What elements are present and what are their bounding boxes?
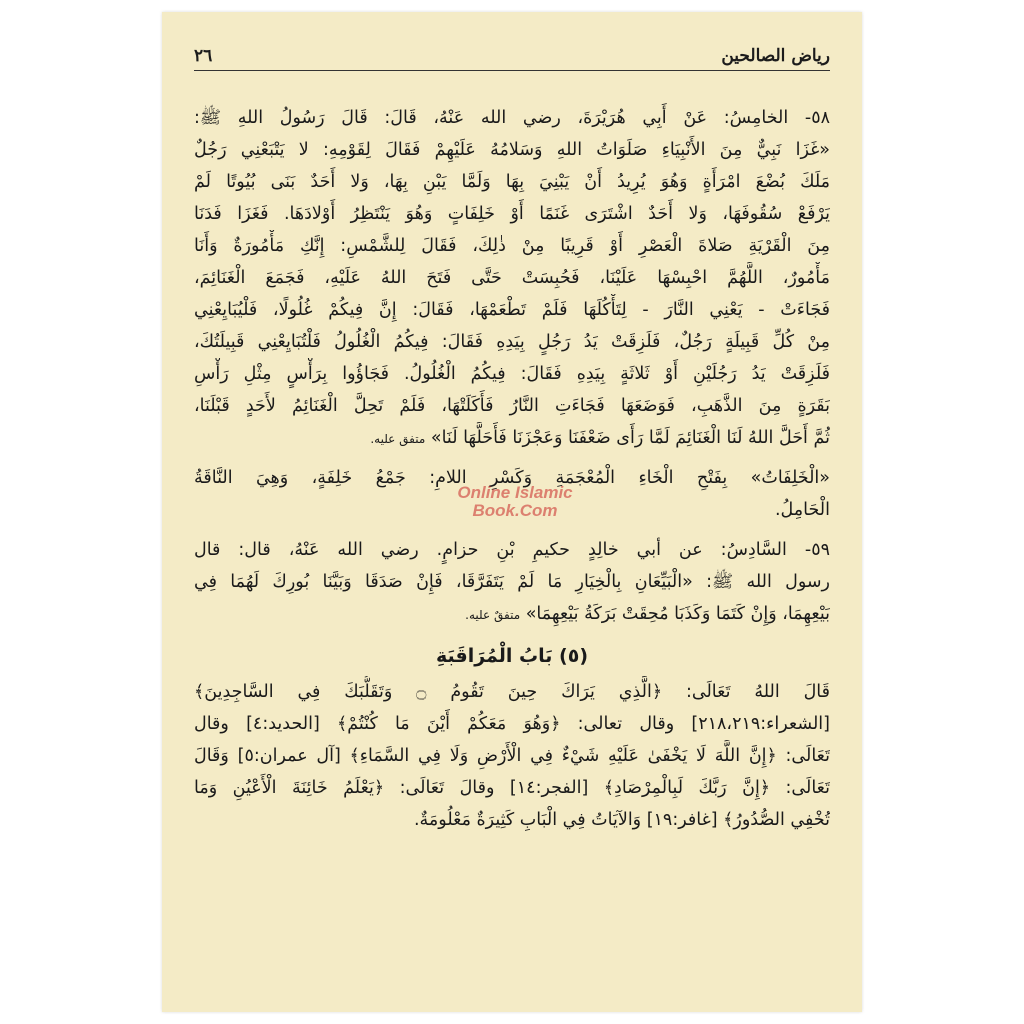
page-body: [194, 102, 830, 836]
hadith-58-line-5: مِنَ الْقَرْيَةِ صَلاةَ الْعَصْرِ أَوْ قَرِيبًا مِنْ ذٰلِكَ، فَقَالَ لِلشَّمْسِ: إِنَّكِ مَأْمُورَةٌ وَأَنَا: [194, 236, 830, 256]
hadith-58-line-11-text: ثُمَّ أَحَلَّ اللهُ لَنَا الْغَنَائِمَ لَمَّا رَأَى ضَعْفَنَا وَعَجْزَنَا فَأَحَلَّهَا لَنَا»: [430, 428, 830, 448]
chapter-heading: (٥) بَابُ الْمُرَاقَبَةِ: [435, 645, 588, 667]
chapter-line-4: تَعَالَى: ﴿إِنَّ رَبَّكَ لَبِالْمِرْصَادِ﴾ [الفجر:١٤] وقالَ تَعَالَى: ﴿يَعْلَمُ خَائِنَةَ الْأَعْيُنِ وَمَا: [194, 778, 830, 798]
chapter-line-5: تُخْفِي الصُّدُورُ﴾ [غافر:١٩] وَالآيَاتُ فِي الْبَابِ كَثِيرَةٌ مَعْلُومَةٌ.: [413, 810, 830, 830]
hadith-58-agreed: متفق عليه.: [370, 432, 426, 446]
hadith-58-line-7: فَجَاءَتْ - يَعْنِي النَّارَ - لِتَأْكُلَهَا فَلَمْ تَطْعَمْهَا، فَقَالَ: إِنَّ فِيكُمْ غُلُولًا، فَلْيُبَايِعْنِي: [194, 300, 830, 320]
hadith-58-line-6: مَأْمُورٌ، اللَّهُمَّ احْبِسْهَا عَلَيْنَا، فَحُبِسَتْ حَتَّى فَتَحَ اللهُ عَلَيْهِ، فَجَمَعَ الْغَنَائِمَ،: [194, 268, 830, 288]
hadith-58-line-4: يَرْفَعْ سُقُوفَهَا، وَلا أَحَدٌ اشْتَرَى غَنَمًا أَوْ خَلِفَاتٍ وَهُوَ يَنْتَظِرُ أَوْلادَهَا. فَغَزَا فَدَنَا: [194, 204, 830, 224]
page-header: [194, 46, 830, 71]
page-number: ٢٦: [194, 46, 213, 66]
hadith-59-line-3-text: بَيْعِهِمَا، وَإِنْ كَتَمَا وَكَذَبَا مُحِقَتْ بَرَكَةُ بَيْعِهِمَا»: [525, 604, 830, 624]
hadith-58-line-8: مِنْ كُلِّ قَبِيلَةٍ رَجُلٌ، فَلَزِقَتْ يَدُ رَجُلٍ بِيَدِهِ فَقَالَ: فِيكُمُ الْغُلُولُ فَلْتُبَايِعْنِي قَبِيلَتُكَ،: [194, 332, 830, 352]
watermark-line-2: Book.Com: [472, 501, 558, 520]
hadith-58-line-3: مَلَكَ بُضْعَ امْرَأَةٍ وَهُوَ يُرِيدُ أَنْ يَبْنِيَ بِهَا وَلَمَّا يَبْنِ بِهَا، وَلا أَحَدٌ بَنَى بُيُوتًا لَمْ: [194, 172, 830, 192]
hadith-59-line-3: [194, 598, 830, 630]
hadith-59-line-2: رسول الله ﷺ: «الْبَيِّعَانِ بِالْخِيَارِ مَا لَمْ يَتَفَرَّقَا، فَإِنْ صَدَقَا وَبَيَّنَا بُورِكَ لَهُمَا فِي: [194, 572, 830, 592]
hadith-59-line-1: ٥٩- السَّادِسُ: عن أبي خالِدٍ حكيمِ بْنِ حزامٍ. رضي الله عَنْهُ، قال: قال: [194, 540, 830, 560]
hadith-58-line-9: فَلَزِقَتْ يَدُ رَجُلَيْنِ أَوْ ثَلاثَةٍ بِيَدِهِ فَقَالَ: فِيكُمُ الْغُلُولُ. فَجَاؤُوا بِرَأْسٍ مِثْلِ رَأْسِ: [194, 364, 830, 384]
hadith-58-note-line-1: «الْخَلِفَاتُ» بِفَتْحِ الْخَاءِ الْمُعْجَمَةِ وَكَسْرِ اللامِ: جَمْعُ خَلِفَةٍ، وَهِيَ النَّاقَةُ: [194, 468, 830, 488]
hadith-58-line-10: بَقَرَةٍ مِنَ الذَّهَبِ، فَوَضَعَهَا فَجَاءَتِ النَّارُ فَأَكَلَتْهَا، فَلَمْ تَحِلَّ الْغَنَائِمُ لأَحَدٍ قَبْلَنَا،: [194, 396, 830, 416]
watermark-line-1: Online Islamic: [457, 483, 573, 502]
chapter-line-3: تَعَالَى: ﴿إِنَّ اللَّهَ لَا يَخْفَىٰ عَلَيْهِ شَيْءٌ فِي الْأَرْضِ وَلَا فِي السَّمَاءِ﴾ [آل عمران:٥] وَقَالَ: [194, 746, 830, 766]
hadith-59-agreed: متفقٌ عليه.: [465, 608, 521, 622]
book-page: [162, 12, 862, 1012]
hadith-58-line-1: ٥٨- الخامِسُ: عَنْ أَبِي هُرَيْرَةَ، رضي الله عَنْهُ، قَالَ: قَالَ رَسُولُ اللهِ ﷺ:: [194, 108, 830, 128]
chapter-line-1: قَالَ اللهُ تَعَالَى: ﴿الَّذِي يَرَاكَ حِينَ تَقُومُ ۝ وَتَقَلُّبَكَ فِي السَّاجِدِينَ﴾: [194, 682, 830, 702]
hadith-58-note-line-2: الْحَامِلُ.: [774, 500, 830, 520]
chapter-line-2: [الشعراء:٢١٨،٢١٩] وقال تعالى: ﴿وَهُوَ مَعَكُمْ أَيْنَ مَا كُنْتُمْ﴾ [الحديد:٤] وقال: [194, 714, 830, 734]
hadith-58-line-11: [194, 422, 830, 454]
book-title: رياض الصالحين: [721, 46, 830, 66]
hadith-58-line-2: «غَزَا نَبِيٌّ مِنَ الأَنْبِيَاءِ صَلَوَاتُ اللهِ وَسَلامُهُ عَلَيْهِمْ فَقَالَ لِقَوْمِهِ: لا يَتْبَعْنِي رَجُلٌ: [194, 140, 830, 160]
